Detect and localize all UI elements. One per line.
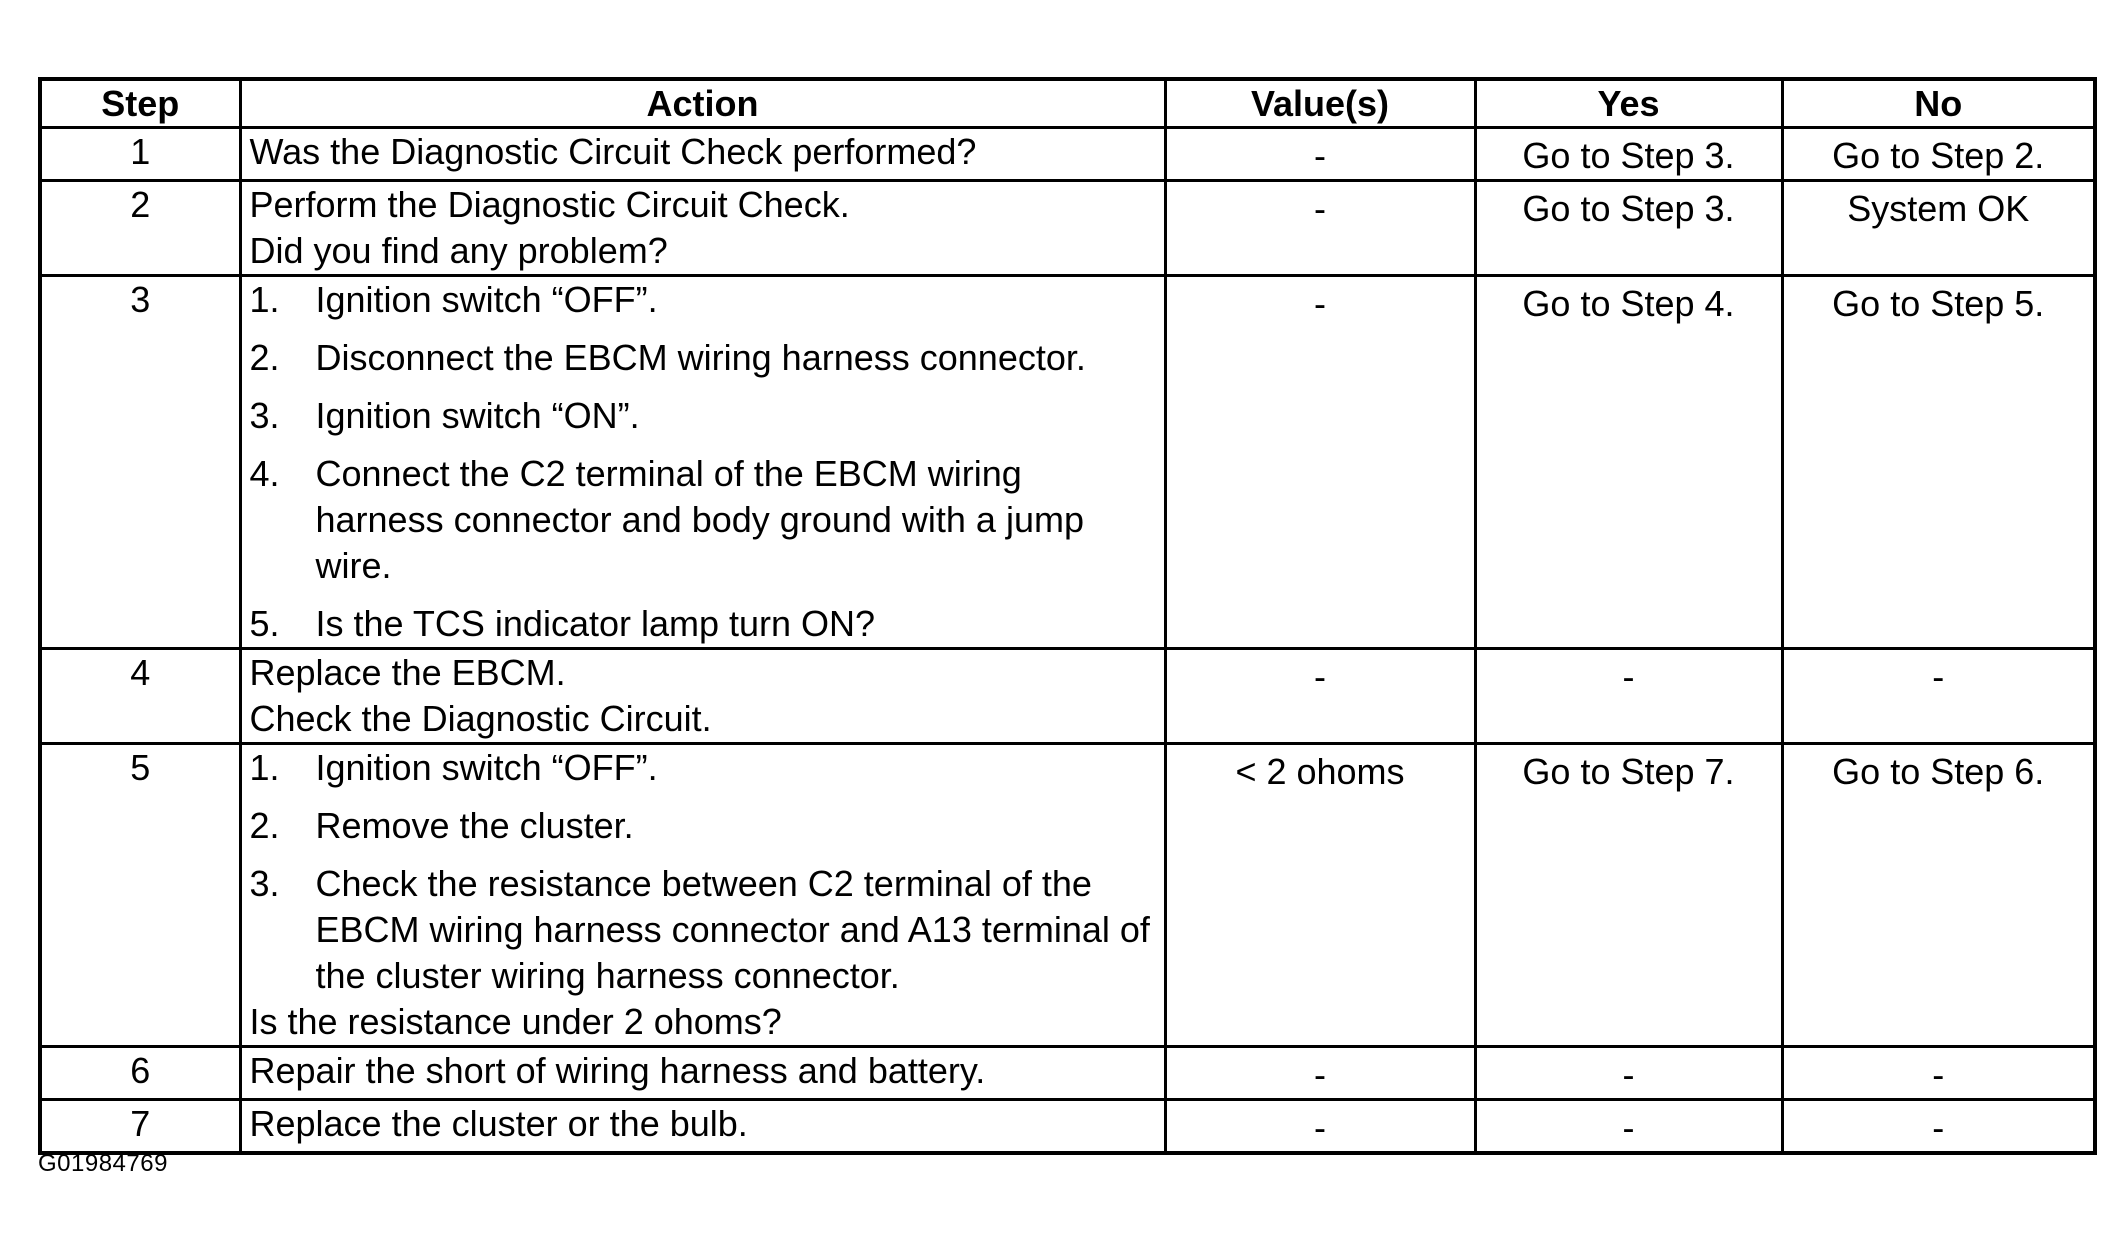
- step-number: 2: [40, 181, 240, 276]
- header-step: Step: [40, 79, 240, 128]
- action-question: Is the resistance under 2 ohoms?: [249, 1001, 782, 1042]
- table-header-row: [40, 79, 2095, 128]
- yes-cell: Go to Step 3.: [1475, 181, 1782, 276]
- no-cell: -: [1782, 649, 2095, 744]
- item-text: Ignition switch “ON”.: [315, 395, 640, 436]
- action-item: [250, 745, 1158, 791]
- yes-cell: Go to Step 3.: [1475, 128, 1782, 181]
- item-text: Disconnect the EBCM wiring harness connector.: [315, 337, 1086, 378]
- yes-cell: -: [1475, 1100, 1782, 1154]
- header-no: No: [1782, 79, 2095, 128]
- item-number: 3.: [249, 863, 280, 904]
- table-row: [40, 1100, 2095, 1154]
- header-values: Value(s): [1165, 79, 1475, 128]
- table-row: [40, 649, 2095, 744]
- item-number: 1.: [249, 279, 280, 320]
- item-number: 2.: [249, 337, 280, 378]
- step-number: 3: [40, 276, 240, 649]
- item-text: Ignition switch “OFF”.: [315, 279, 658, 320]
- action-cell: [240, 744, 1165, 1047]
- header-action: Action: [240, 79, 1165, 128]
- item-text: Connect the C2 terminal of the EBCM wiring harness connector and body ground with a jump wire.: [315, 453, 1084, 586]
- table-row: [40, 128, 2095, 181]
- item-number: 5.: [249, 603, 280, 644]
- value-cell: -: [1165, 276, 1475, 649]
- action-item: [250, 601, 1158, 647]
- item-number: 1.: [249, 747, 280, 788]
- value-cell: -: [1165, 649, 1475, 744]
- action-line: Check the Diagnostic Circuit.: [249, 698, 712, 739]
- action-line: Perform the Diagnostic Circuit Check.: [249, 184, 850, 225]
- action-cell: [240, 1100, 1165, 1154]
- item-text: Ignition switch “OFF”.: [315, 747, 658, 788]
- action-cell: [240, 181, 1165, 276]
- value-cell: -: [1165, 1047, 1475, 1100]
- action-line: Was the Diagnostic Circuit Check performed?: [249, 131, 977, 172]
- no-cell: -: [1782, 1047, 2095, 1100]
- action-line: Repair the short of wiring harness and battery.: [249, 1050, 986, 1091]
- no-cell: System OK: [1782, 181, 2095, 276]
- action-item: [250, 335, 1158, 381]
- value-cell: -: [1165, 181, 1475, 276]
- step-number: 4: [40, 649, 240, 744]
- item-number: 3.: [249, 395, 280, 436]
- item-text: Is the TCS indicator lamp turn ON?: [315, 603, 876, 644]
- item-number: 2.: [249, 805, 280, 846]
- item-number: 4.: [249, 453, 280, 494]
- no-cell: -: [1782, 1100, 2095, 1154]
- value-cell: -: [1165, 1100, 1475, 1154]
- action-item: [250, 861, 1158, 999]
- table-row: [40, 181, 2095, 276]
- value-cell: -: [1165, 128, 1475, 181]
- action-item: [250, 393, 1158, 439]
- action-cell: [240, 128, 1165, 181]
- action-cell: [240, 1047, 1165, 1100]
- yes-cell: -: [1475, 649, 1782, 744]
- item-text: Remove the cluster.: [315, 805, 634, 846]
- yes-cell: Go to Step 4.: [1475, 276, 1782, 649]
- table-row: [40, 276, 2095, 649]
- table-row: [40, 1047, 2095, 1100]
- action-line: Did you find any problem?: [249, 230, 668, 271]
- action-cell: [240, 649, 1165, 744]
- no-cell: Go to Step 2.: [1782, 128, 2095, 181]
- no-cell: Go to Step 5.: [1782, 276, 2095, 649]
- yes-cell: -: [1475, 1047, 1782, 1100]
- action-cell: [240, 276, 1165, 649]
- step-number: 1: [40, 128, 240, 181]
- no-cell: Go to Step 6.: [1782, 744, 2095, 1047]
- action-item: [250, 803, 1158, 849]
- item-text: Check the resistance between C2 terminal of the EBCM wiring harness connector and A13 terminal of the cluster wiring harness connector.: [315, 863, 1150, 996]
- step-number: 6: [40, 1047, 240, 1100]
- diagnostic-table: [38, 77, 2097, 1155]
- value-cell: < 2 ohoms: [1165, 744, 1475, 1047]
- table-row: [40, 744, 2095, 1047]
- action-item: [250, 277, 1158, 323]
- header-yes: Yes: [1475, 79, 1782, 128]
- yes-cell: Go to Step 7.: [1475, 744, 1782, 1047]
- step-number: 5: [40, 744, 240, 1047]
- step-number: 7: [40, 1100, 240, 1154]
- action-list: [250, 277, 1158, 647]
- action-line: Replace the EBCM.: [249, 652, 566, 693]
- action-item: [250, 451, 1158, 589]
- action-list: [250, 745, 1158, 999]
- figure-id-label: G01984769: [38, 1150, 168, 1177]
- action-line: Replace the cluster or the bulb.: [249, 1103, 748, 1144]
